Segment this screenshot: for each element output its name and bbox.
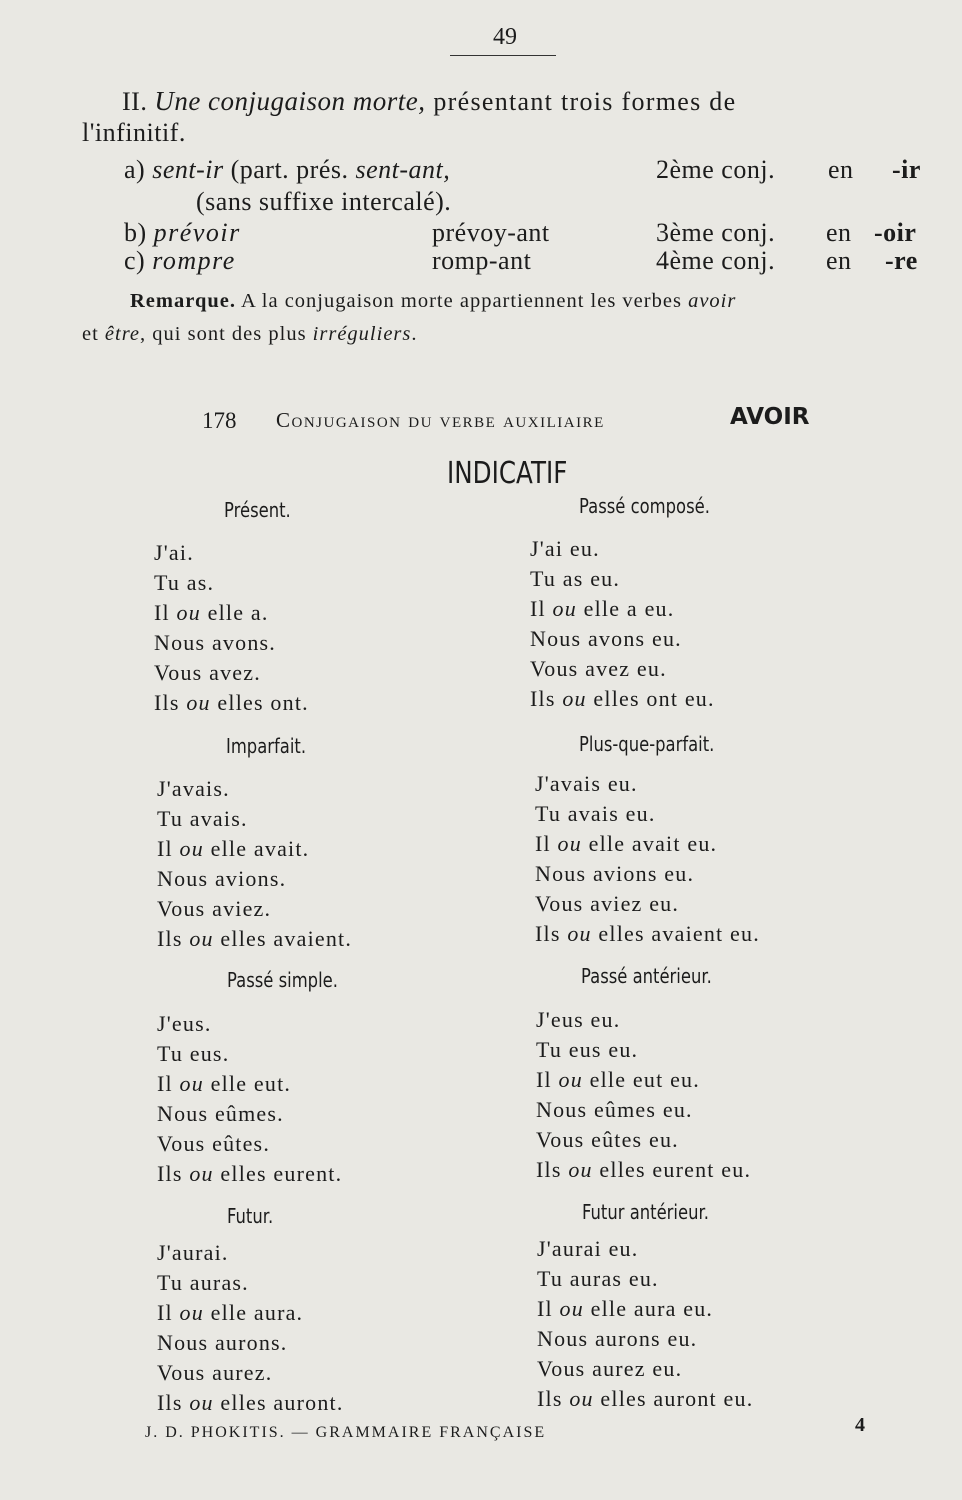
header-rule — [450, 55, 556, 56]
conjugation-form: Nous aurons eu. — [537, 1326, 698, 1351]
section-ii-line1 — [122, 86, 928, 117]
signature-mark: 4 — [855, 1414, 865, 1436]
conjugation-form: Nous avions eu. — [535, 861, 695, 886]
remarque-line2-end: . — [411, 323, 418, 345]
conjunction-ou: ou — [568, 1157, 593, 1182]
conjugation-form: Tu eus eu. — [536, 1037, 639, 1062]
row-a-left — [124, 155, 450, 185]
row-c-ordinal: 4ème conj. — [656, 246, 776, 275]
remarque-line2 — [82, 323, 418, 346]
conjugation-form: J'eus eu. — [536, 1007, 621, 1032]
conjugation-form: J'avais. — [157, 776, 230, 801]
row-c-ending: -re — [885, 246, 918, 275]
conjugation-form: Tu eus. — [157, 1041, 230, 1066]
conjugation-form: Vous eûtes. — [157, 1131, 271, 1156]
conjugation-form: J'aurai. — [157, 1240, 229, 1265]
conjunction-ou: ou — [189, 1161, 214, 1186]
conjunction-ou: ou — [189, 1390, 214, 1415]
conjunction-ou: ou — [179, 836, 204, 861]
conjugation-form: Ils ou elles auront eu. — [537, 1386, 754, 1411]
row-a-verb: sent-ir — [152, 155, 224, 184]
conjugation-form: J'eus. — [157, 1011, 212, 1036]
row-c-participle: romp-ant — [432, 246, 532, 275]
conjugation-form: Vous eûtes eu. — [536, 1127, 679, 1152]
conjugation-form: Ils ou elles ont eu. — [530, 686, 715, 711]
conjunction-ou: ou — [558, 1067, 583, 1092]
conjugation-form: Ils ou elles ont. — [154, 690, 309, 715]
tense-heading: Futur antérieur. — [582, 1200, 709, 1224]
conjunction-ou: ou — [567, 921, 592, 946]
conjugation-form: Il ou elle aura eu. — [537, 1296, 714, 1321]
conjugation-form: Vous avez eu. — [530, 656, 667, 681]
conjunction-ou: ou — [569, 1386, 594, 1411]
conjugation-form: Ils ou elles avaient eu. — [535, 921, 760, 946]
row-b-letter: b) — [124, 218, 147, 247]
section-ii-title: Une conjugaison morte, — [154, 86, 426, 116]
tense-heading: Futur. — [227, 1204, 274, 1228]
conjugation-form: Vous aviez eu. — [535, 891, 680, 916]
conjugation-form: Nous avons eu. — [530, 626, 682, 651]
remarque-line2-start: et — [82, 323, 105, 345]
section-ii-rest: présentant trois formes de — [425, 87, 737, 116]
remarque-etre: être — [104, 323, 141, 345]
conjugation-form: Tu avais. — [157, 806, 248, 831]
conjugation-form: Il ou elle aura. — [157, 1300, 304, 1325]
row-a-participle: sent-ant, — [355, 155, 451, 184]
row-b-participle: prévoy-ant — [432, 218, 550, 247]
conjugation-form: Il ou elle a. — [154, 600, 269, 625]
remarque-irreguliers: irréguliers — [312, 323, 412, 345]
row-b-ordinal: 3ème conj. — [656, 218, 776, 247]
row-a-letter: a) — [124, 155, 146, 184]
conjugation-form: Vous aurez. — [157, 1360, 273, 1385]
row-b-left — [124, 218, 241, 248]
tense-heading: Présent. — [224, 498, 291, 522]
row-b-verb: prévoir — [153, 218, 241, 247]
conjugation-form: Vous aviez. — [157, 896, 272, 921]
section-178-number: 178 — [202, 408, 237, 433]
remarque-label: Remarque. — [130, 290, 236, 312]
section-ii-line2: l'infinitif. — [82, 118, 186, 147]
conjunction-ou: ou — [557, 831, 582, 856]
page-number: 49 — [493, 24, 517, 50]
conjugation-form: Il ou elle eut eu. — [536, 1067, 700, 1092]
tense-heading: Plus-que-parfait. — [579, 732, 715, 756]
row-b-ending: -oir — [874, 218, 917, 247]
conjunction-ou: ou — [186, 690, 211, 715]
tense-heading: Passé simple. — [227, 968, 338, 992]
conjugation-form: Ils ou elles avaient. — [157, 926, 353, 951]
conjunction-ou: ou — [176, 600, 201, 625]
section-178-verb: AVOIR — [730, 404, 810, 430]
conjugation-form: Ils ou elles auront. — [157, 1390, 344, 1415]
conjunction-ou: ou — [559, 1296, 584, 1321]
conjunction-ou: ou — [179, 1300, 204, 1325]
conjugation-form: J'ai eu. — [530, 536, 600, 561]
conjugation-form: Tu as eu. — [530, 566, 621, 591]
conjunction-ou: ou — [189, 926, 214, 951]
row-a-line2: (sans suffixe intercalé). — [196, 187, 452, 216]
row-a-en: en — [828, 155, 854, 184]
mood-title: INDICATIF — [447, 456, 568, 491]
remarque-avoir: avoir — [688, 290, 737, 312]
conjunction-ou: ou — [552, 596, 577, 621]
conjunction-ou: ou — [179, 1071, 204, 1096]
row-a-note: (part. prés. — [230, 155, 349, 184]
conjugation-form: Il ou elle avait. — [157, 836, 310, 861]
conjugation-form: Ils ou elles eurent eu. — [536, 1157, 752, 1182]
conjugation-form: Tu auras. — [157, 1270, 249, 1295]
conjugation-form: Vous avez. — [154, 660, 261, 685]
remarque-text: A la conjugaison morte appartiennent les verbes — [236, 290, 689, 312]
row-c-left — [124, 246, 236, 276]
conjugation-form: Nous eûmes. — [157, 1101, 284, 1126]
section-ii-label: II. — [122, 87, 148, 116]
conjugation-form: Il ou elle a eu. — [530, 596, 675, 621]
tense-heading: Passé composé. — [579, 494, 710, 518]
conjugation-form: Ils ou elles eurent. — [157, 1161, 343, 1186]
conjugation-form: Vous aurez eu. — [537, 1356, 683, 1381]
conjugation-form: Nous aurons. — [157, 1330, 288, 1355]
conjugation-form: J'ai. — [154, 540, 194, 565]
row-a-ordinal: 2ème conj. — [656, 155, 776, 184]
conjugation-form: J'avais eu. — [535, 771, 638, 796]
row-c-en: en — [826, 246, 852, 275]
row-c-verb: rompre — [152, 246, 236, 275]
section-178-title: Conjugaison du verbe auxiliaire — [276, 408, 605, 432]
row-b-en: en — [826, 218, 852, 247]
tense-heading: Passé antérieur. — [581, 964, 712, 988]
remarque-line1 — [130, 290, 736, 313]
tense-heading: Imparfait. — [226, 734, 307, 758]
footer-text: J. D. PHOKITIS. — GRAMMAIRE FRANÇAISE — [145, 1424, 547, 1441]
conjugation-form: Il ou elle avait eu. — [535, 831, 718, 856]
conjugation-form: Nous eûmes eu. — [536, 1097, 693, 1122]
row-c-letter: c) — [124, 246, 146, 275]
remarque-line2-mid: , qui sont des plus — [140, 323, 313, 345]
row-a-ending: -ir — [892, 155, 921, 184]
conjugation-form: Tu avais eu. — [535, 801, 656, 826]
conjugation-form: Nous avons. — [154, 630, 276, 655]
conjugation-form: J'aurai eu. — [537, 1236, 639, 1261]
conjunction-ou: ou — [562, 686, 587, 711]
conjugation-form: Tu as. — [154, 570, 215, 595]
conjugation-form: Tu auras eu. — [537, 1266, 659, 1291]
conjugation-form: Il ou elle eut. — [157, 1071, 292, 1096]
conjugation-form: Nous avions. — [157, 866, 287, 891]
